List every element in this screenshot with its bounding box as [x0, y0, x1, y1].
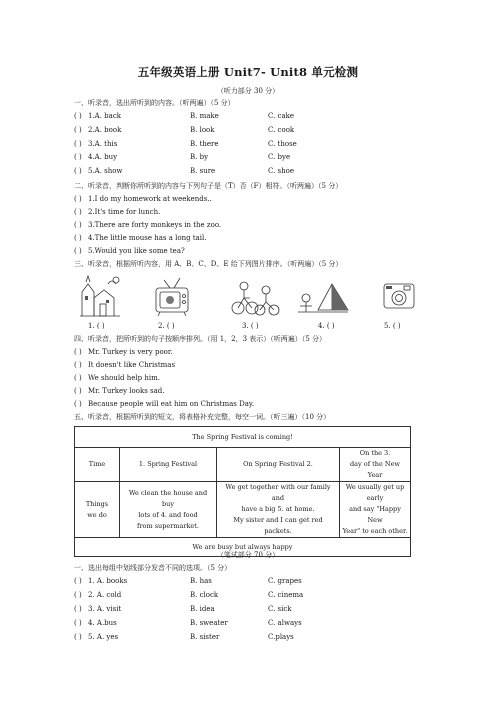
row-label-line1: Things: [85, 499, 109, 508]
option-b: B. by: [190, 153, 209, 161]
cell-line: from supermarket.: [137, 521, 199, 530]
statement-text: 5.Would you like some tea?: [88, 247, 185, 255]
option-a: 2.A. book: [88, 126, 122, 134]
answer-blank[interactable]: ( ): [74, 577, 82, 585]
statement-text: 3.There are forty monkeys in the zoo.: [88, 221, 222, 229]
option-c: C. cinema: [268, 591, 304, 599]
answer-blank[interactable]: ( ): [74, 361, 82, 369]
answer-blank[interactable]: ( ): [74, 348, 82, 356]
answer-blank[interactable]: ( ): [74, 619, 82, 627]
option-a: 5. A. yes: [88, 633, 119, 641]
picture-label[interactable]: 5. ( ): [384, 322, 401, 330]
cell-line: My sister and I can get red packets.: [233, 516, 323, 535]
bicycle-picture: [230, 272, 280, 318]
answer-blank[interactable]: ( ): [74, 126, 82, 134]
option-b: B. sweater: [190, 619, 228, 627]
statement-text: 4.The little mouse has a long tail.: [88, 234, 207, 242]
listening-header: （听力部分 30 分）: [216, 87, 280, 95]
tv-picture: [150, 272, 194, 318]
sentence-text: It doesn't like Christmas: [88, 361, 176, 369]
cell-line: and say "Happy New: [349, 505, 401, 524]
option-a: 1. A. books: [88, 577, 128, 585]
option-c: C. cake: [268, 112, 295, 120]
table-row: [75, 482, 411, 538]
option-c: C. grapes: [268, 577, 302, 585]
cell-line: We clean the house and buy: [128, 488, 208, 508]
picture-label[interactable]: 3. ( ): [242, 322, 259, 330]
option-b: B. clock: [190, 591, 219, 599]
option-b: B. make: [190, 112, 219, 120]
cell-line: Year" to each other.: [342, 527, 408, 535]
cell-line: have a big 5. at home.: [241, 505, 315, 513]
option-a: 3. A. visit: [88, 605, 122, 613]
row-label-line2: we do: [87, 510, 107, 519]
castle-picture: [78, 272, 122, 318]
option-a: 4. A.bus: [88, 619, 117, 627]
option-a: 1.A. back: [88, 112, 122, 120]
picture-label[interactable]: 1. ( ): [88, 322, 105, 330]
time-cell-3-line1: On the 3.: [359, 449, 391, 457]
answer-blank[interactable]: ( ): [74, 247, 82, 255]
picture-label[interactable]: 4. ( ): [318, 322, 335, 330]
answer-blank[interactable]: ( ): [74, 591, 82, 599]
option-c: C. always: [268, 619, 302, 627]
option-a: 4.A. buy: [88, 153, 118, 161]
writing-header: （笔试部分 70 分）: [216, 551, 280, 559]
row-label-time: Time: [75, 448, 120, 482]
answer-blank[interactable]: ( ): [74, 112, 82, 120]
camera-picture: [380, 272, 420, 318]
option-c: C. cook: [268, 126, 295, 134]
picture-label[interactable]: 2. ( ): [158, 322, 175, 330]
section-5-heading: 五、听录音，根据所听到的短文，将表格补充完整，每空一词。（听三遍）（10 分）: [74, 413, 331, 421]
cell-line: lots of 4. and food: [138, 510, 198, 519]
answer-blank[interactable]: ( ): [74, 374, 82, 382]
option-b: B. has: [190, 577, 212, 585]
answer-blank[interactable]: ( ): [74, 208, 82, 216]
statement-text: 2.It's time for lunch.: [88, 208, 161, 216]
section-4-heading: 四、听录音，把所听到的句子按顺序排列。（用 1，2，3 表示）（听两遍）（5 分）: [74, 335, 326, 343]
section-2-heading: 二、听录音，判断你所听到的内容与下列句子是（T）否（F）相符。（听两遍）（5 分）: [74, 182, 343, 190]
answer-blank[interactable]: ( ): [74, 167, 82, 175]
things-cell-3: [340, 482, 411, 538]
option-b: B. look: [190, 126, 215, 134]
answer-blank[interactable]: ( ): [74, 140, 82, 148]
answer-blank[interactable]: ( ): [74, 633, 82, 641]
page-title: 五年级英语上册 Unit7- Unit8 单元检测: [137, 65, 359, 79]
option-c: C. shoe: [268, 167, 295, 175]
option-b: B. sister: [190, 633, 220, 641]
answer-blank[interactable]: ( ): [74, 153, 82, 161]
answer-blank[interactable]: ( ): [74, 221, 82, 229]
answer-blank[interactable]: ( ): [74, 387, 82, 395]
option-a: 3.A. this: [88, 140, 118, 148]
section-1-heading: 一、听录音，选出所听到的内容。（听两遍）（5 分）: [74, 99, 235, 107]
section-3-heading: 三、听录音，根据所听内容，用 A、B、C、D、E 给下列图片排序。（听两遍）（5 分）: [74, 260, 343, 268]
things-cell-1[interactable]: [120, 482, 217, 538]
option-a: 5.A. show: [88, 167, 123, 175]
writing-section-1-heading: 一、选出每组中划线部分发音不同的选项。（5 分）: [74, 564, 232, 572]
option-c: C. sick: [268, 605, 292, 613]
option-b: B. idea: [190, 605, 215, 613]
time-cell-3-line2: day of the New Year: [350, 460, 400, 479]
table-footer: We are busy but always happy: [75, 538, 411, 557]
time-cell-1[interactable]: 1. Spring Festival: [120, 448, 217, 482]
spring-festival-table: [74, 426, 411, 557]
option-b: B. sure: [190, 167, 216, 175]
option-c: C. those: [268, 140, 297, 148]
time-cell-2[interactable]: On Spring Festival 2.: [217, 448, 340, 482]
option-c: C.plays: [268, 633, 294, 641]
time-cell-3[interactable]: [340, 448, 411, 482]
answer-blank[interactable]: ( ): [74, 195, 82, 203]
picture-row: [74, 272, 434, 332]
things-cell-2[interactable]: [217, 482, 340, 538]
table-row: [75, 448, 411, 482]
cell-line: We usually get up early: [345, 483, 405, 502]
sentence-text: Because people will eat him on Christmas Day.: [88, 400, 255, 408]
option-a: 2. A. cold: [88, 591, 122, 599]
cell-line: We get together with our family and: [225, 483, 331, 502]
answer-blank[interactable]: ( ): [74, 234, 82, 242]
table-header: The Spring Festival is coming!: [75, 427, 411, 448]
sentence-text: Mr. Turkey looks sad.: [88, 387, 165, 395]
statement-text: 1.I do my homework at weekends..: [88, 195, 212, 203]
tent-picture: [296, 272, 350, 318]
option-c: C. bye: [268, 153, 291, 161]
answer-blank[interactable]: ( ): [74, 400, 82, 408]
sentence-text: We should help him.: [88, 374, 160, 382]
sentence-text: Mr. Turkey is very poor.: [88, 348, 173, 356]
answer-blank[interactable]: ( ): [74, 605, 82, 613]
row-label-things: [75, 482, 120, 538]
option-b: B. there: [190, 140, 219, 148]
